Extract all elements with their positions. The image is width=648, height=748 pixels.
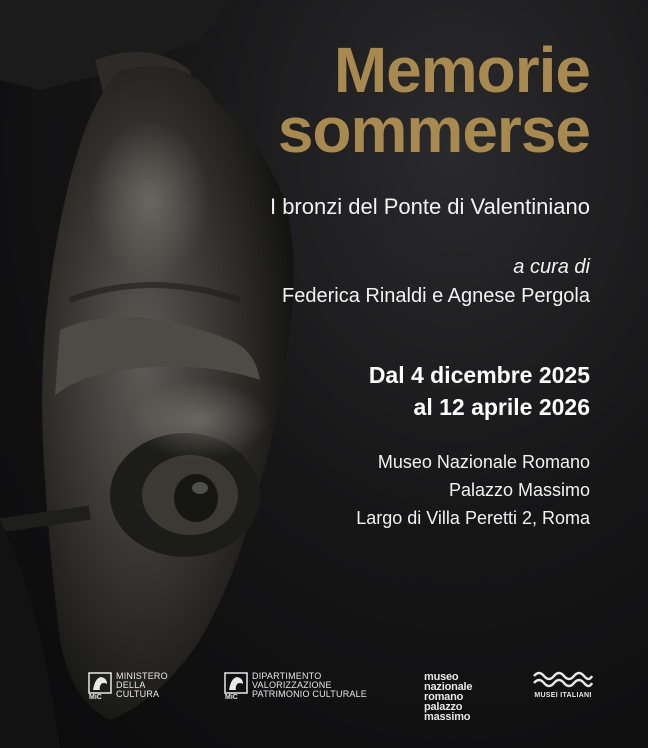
logo-line: DIPARTIMENTO: [252, 671, 322, 681]
curator-label: a cura di: [513, 256, 590, 278]
dates-line-2: al 12 aprile 2026: [413, 394, 590, 420]
logo-line: PATRIMONIO CULTURALE: [252, 689, 368, 699]
logo-line: CULTURA: [116, 689, 160, 699]
logo-line: VALORIZZAZIONE: [252, 680, 332, 690]
venue-line: Palazzo Massimo: [448, 480, 590, 500]
dates-line-1: Dal 4 dicembre 2025: [368, 362, 590, 388]
mic-badge: MiC: [89, 694, 102, 701]
logo-label: MUSEI ITALIANI: [534, 692, 592, 699]
dipartimento-logo: [224, 672, 394, 706]
logo-line: DELLA: [116, 680, 146, 690]
logo-line: MINISTERO: [116, 671, 168, 681]
logo-line: palazzo: [424, 701, 463, 713]
venue-line: Museo Nazionale Romano: [377, 452, 590, 472]
ministero-cultura-logo: [88, 672, 188, 706]
title-line-2: sommerse: [277, 94, 590, 166]
subtitle: I bronzi del Ponte di Valentiniano: [269, 194, 590, 219]
musei-italiani-logo: [530, 668, 596, 708]
wave-logo-icon: [530, 668, 596, 690]
curators: Federica Rinaldi e Agnese Pergola: [282, 285, 590, 307]
logo-line: nazionale: [424, 681, 473, 693]
logo-line: massimo: [424, 711, 471, 723]
logo-line: museo: [424, 671, 459, 683]
venue-line: Largo di Villa Peretti 2, Roma: [356, 508, 590, 528]
logo-line: romano: [424, 691, 464, 703]
mic-badge: MiC: [225, 694, 238, 701]
museo-nazionale-romano-logo: [424, 672, 514, 724]
title-line-1: Memorie: [333, 34, 590, 106]
